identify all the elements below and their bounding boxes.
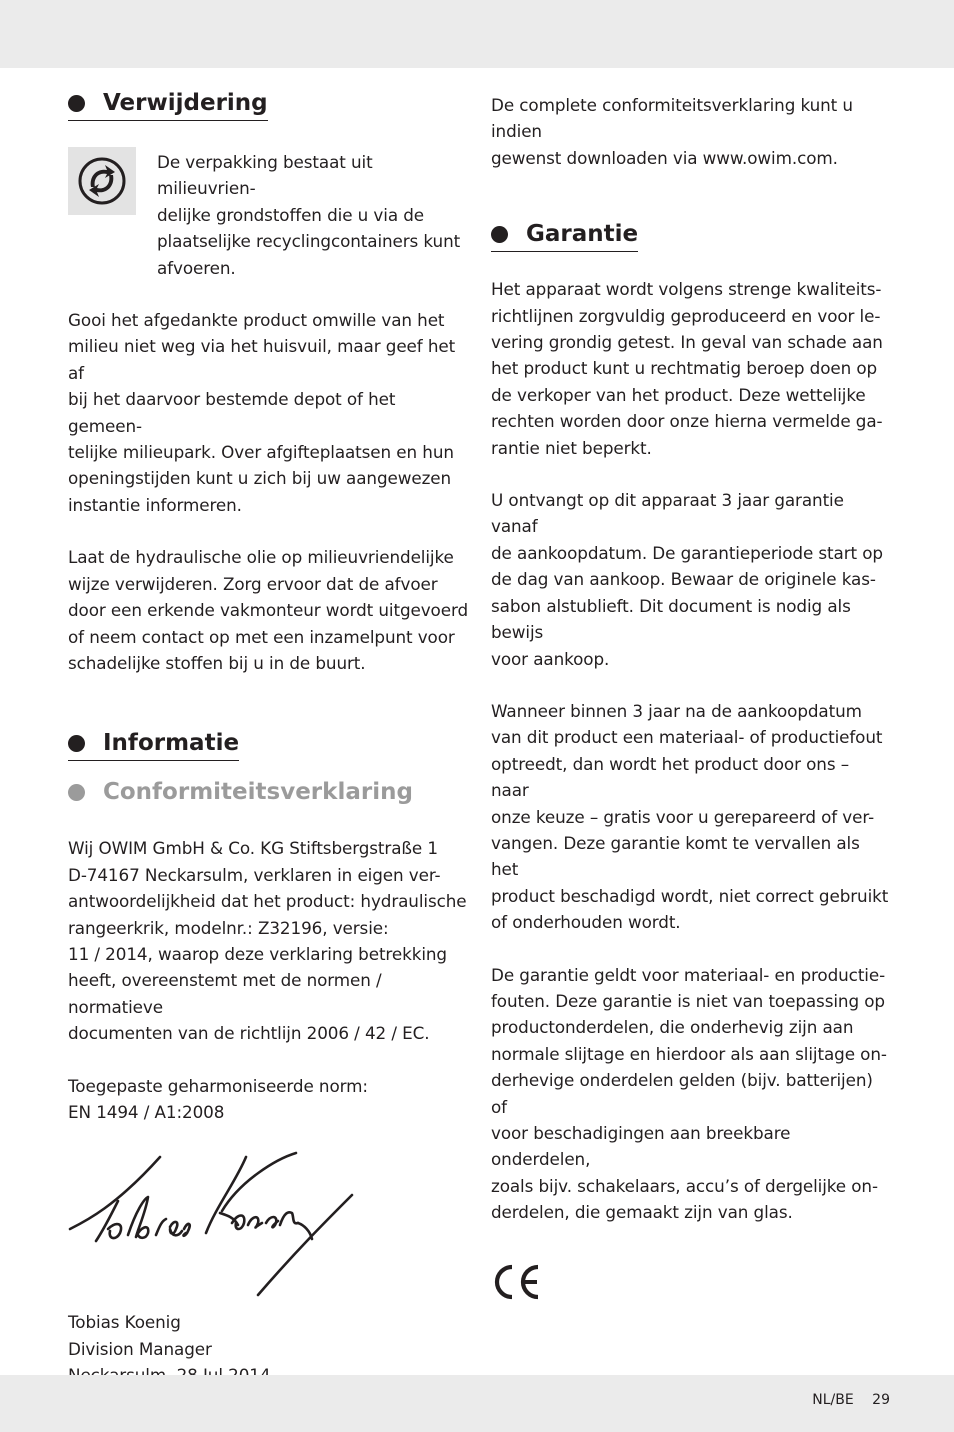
right-column	[491, 92, 891, 1304]
norm-text: Toegepaste geharmoniseerde norm: EN 1494 / A1:2008	[68, 1075, 368, 1122]
signature-image	[66, 1151, 468, 1305]
signatory-role: Division Manager	[68, 1338, 212, 1359]
packaging-text: De verpakking bestaat uit milieuvrien- delijke grondstoffen die u via de plaatselijke recyclingcontainers kunt afvoeren.	[157, 152, 461, 278]
page-number: 29	[872, 1392, 890, 1408]
garantie-paragraph-4: De garantie geldt voor materiaal- en productie- fouten. Deze garantie is niet van toepassing op productonderdelen, die onderhevig zijn aan normale slijtage en hierdoor als aan slijtage on- derhevige onderdelen gelden (bijv. batterijen) of voor beschadigingen aan breekbare onderdelen, zoals bijv. schakelaars, accu’s of dergelijke on- derdelen, die gemaakt zijn van glas.	[491, 964, 887, 1223]
oil-text: Laat de hydraulische olie op milieuvriendelijke wijze verwijderen. Zorg ervoor dat de afvoer door een erkende vakmonteur wordt uitgevoerd of neem contact op met een inzamelpunt voor schadelijke stoffen bij u in de buurt.	[68, 547, 469, 673]
bullet-icon	[491, 226, 508, 243]
garantie-paragraph-3: Wanneer binnen 3 jaar na de aankoopdatum van dit product een materiaal- of productiefout optreedt, dan wordt het product door ons – naar onze keuze – gratis voor u gerepareerd of ver- vangen. Deze garantie komt te vervallen als het product beschadigd wordt, niet correct gebruikt of onderhouden wordt.	[491, 700, 889, 933]
heading-text: Conformiteitsverklaring	[103, 779, 413, 806]
left-column	[68, 88, 468, 1389]
bullet-icon	[68, 784, 85, 801]
packaging-block	[68, 149, 468, 281]
heading-informatie	[68, 728, 239, 761]
garantie-paragraph-1: Het apparaat wordt volgens strenge kwaliteits- richtlijnen zorgvuldig geproduceerd en voor le- vering grondig getest. In geval van schade aan het product kunt u rechtmatig beroep doen op de verkoper van het product. Deze wettelijke rechten worden door onze hierna vermelde ga- rantie niet beperkt.	[491, 279, 883, 458]
heading-text: Garantie	[526, 221, 639, 248]
bullet-icon	[68, 735, 85, 752]
language-code: NL/BE	[812, 1392, 854, 1408]
garantie-paragraph-2: U ontvangt op dit apparaat 3 jaar garantie vanaf de aankoopdatum. De garantieperiode start op de dag van aankoop. Bewaar de originele kas- sabon alstublieft. Dit document is nodig als bewijs voor aankoop.	[491, 490, 883, 669]
heading-garantie	[491, 219, 638, 252]
bullet-icon	[68, 95, 85, 112]
signatory-name: Tobias Koenig	[68, 1312, 181, 1333]
disposal-text: Gooi het afgedankte product omwille van het milieu niet weg via het huisvuil, maar geef het af bij het daarvoor bestemde depot of het gemeen- telijke milieupark. Over afgifteplaatsen en hun openingstijden kunt u zich bij uw aangewezen instantie informeren.	[68, 310, 456, 515]
heading-conformiteit	[68, 777, 413, 809]
download-text: De complete conformiteitsverklaring kunt u indien gewenst downloaden via www.owim.com.	[491, 95, 853, 168]
recycle-icon	[68, 147, 136, 215]
heading-text: Informatie	[103, 730, 240, 757]
declaration-text: Wij OWIM GmbH & Co. KG Stiftsbergstraße 1 D-74167 Neckarsulm, verklaren in eigen ver- antwoordelijkheid dat het product: hydraulische rangeerkrik, modelnr.: Z32196, versie: 11 / 2014, waarop deze verklaring betrekking heeft, overeenstemt met de normen / normatieve documenten van de richtlijn 2006 / 42 / EC.	[68, 838, 467, 1044]
heading-text: Verwijdering	[103, 90, 268, 116]
top-band	[0, 0, 954, 68]
ce-mark-icon	[491, 1264, 891, 1304]
page-footer	[798, 1390, 890, 1410]
heading-verwijdering	[68, 88, 268, 121]
